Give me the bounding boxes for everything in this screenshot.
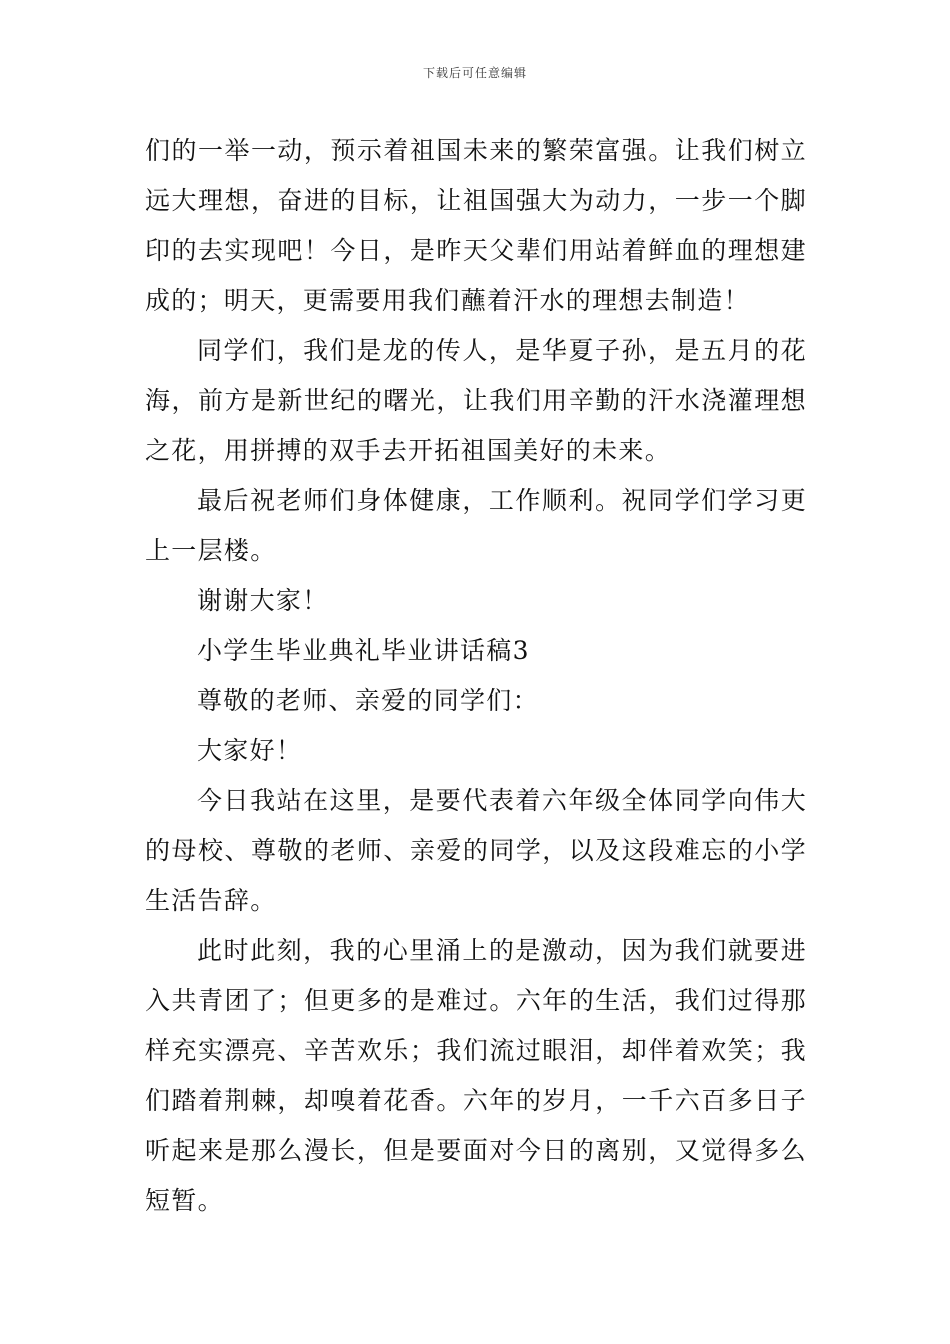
paragraph-9: 此时此刻，我的心里涌上的是激动，因为我们就要进入共青团了；但更多的是难过。六年的生活，我们过得那样充实漂亮、辛苦欢乐；我们流过眼泪，却伴着欢笑；我们踏着荆棘，却嗅着花香。六年的岁月，一千六百多日子听起来是那么漫长，但是要面对今日的离别，又觉得多么短暂。 xyxy=(145,936,807,1215)
paragraph-2: 同学们，我们是龙的传人，是华夏子孙，是五月的花海，前方是新世纪的曙光，让我们用辛勤的汗水浇灌理想之花，用拼搏的双手去开拓祖国美好的未来。 xyxy=(145,336,807,465)
paragraph-4: 谢谢大家！ xyxy=(197,586,329,615)
paragraph-3: 最后祝老师们身体健康，工作顺利。祝同学们学习更上一层楼。 xyxy=(145,486,807,565)
header-note: 下载后可任意编辑 xyxy=(422,66,527,80)
paragraph-1: 们的一举一动，预示着祖国未来的繁荣富强。让我们树立远大理想，奋进的目标，让祖国强大为动力，一步一个脚印的去实现吧！今日，是昨天父辈们用站着鲜血的理想建成的；明天，更需要用我们蘸着汗水的理想去制造！ xyxy=(145,136,807,315)
section-title: 小学生毕业典礼毕业讲话稿3 xyxy=(197,636,530,665)
greeting: 大家好！ xyxy=(197,736,303,765)
document-body xyxy=(145,126,807,1226)
paragraph-8: 今日我站在这里，是要代表着六年级全体同学向伟大的母校、尊敬的老师、亲爱的同学，以及这段难忘的小学生活告辞。 xyxy=(145,786,807,915)
salutation: 尊敬的老师、亲爱的同学们： xyxy=(197,686,539,715)
